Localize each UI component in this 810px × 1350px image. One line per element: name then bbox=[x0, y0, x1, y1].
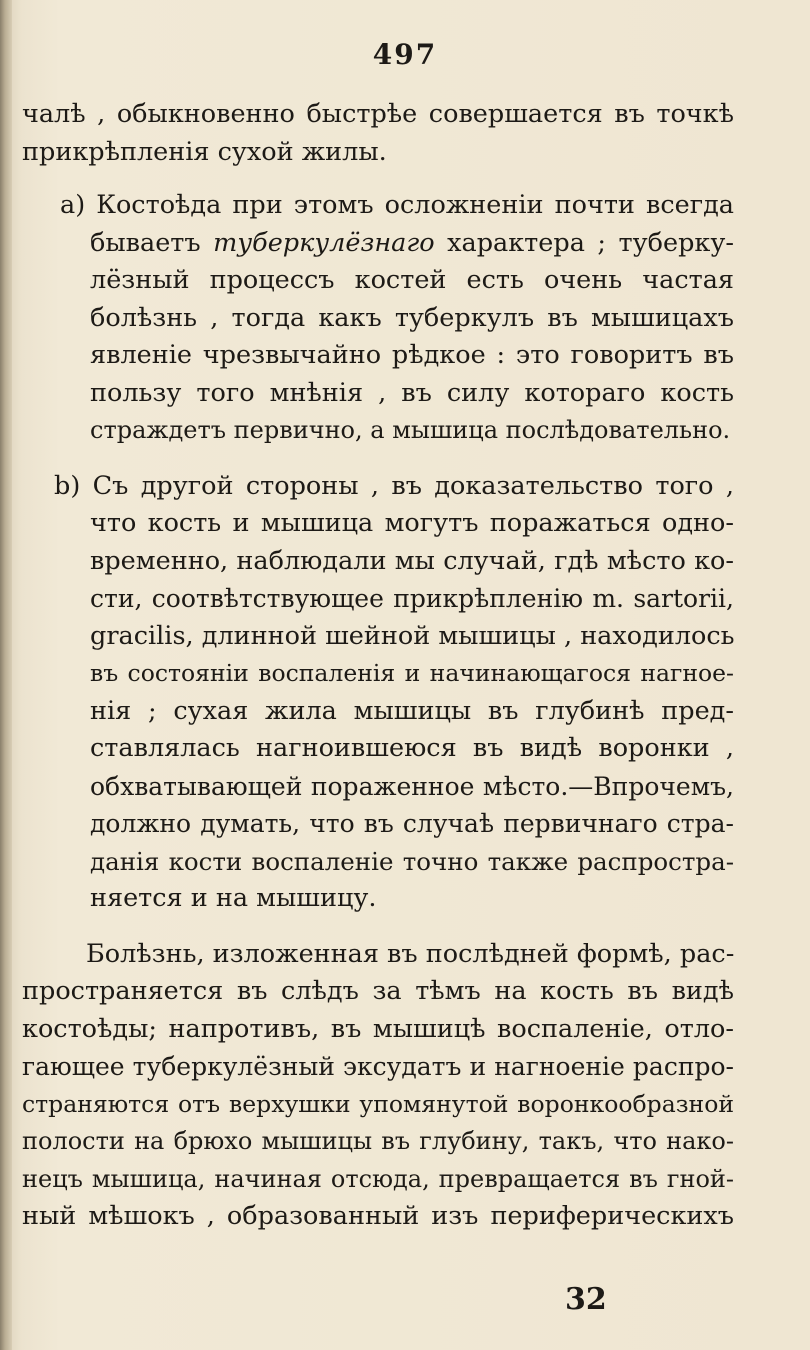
text-line: въ состояніи воспаленія и начинающагося нагное- bbox=[90, 659, 734, 687]
text-line: гающее туберкулёзный эксудатъ и нагноеніе распро- bbox=[22, 1052, 734, 1081]
text-line: ставлялась нагноившеюся въ видѣ воронки , bbox=[90, 733, 734, 763]
text-line: Болѣзнь, изложенная въ послѣдней формѣ, рас- bbox=[86, 938, 735, 969]
body-text bbox=[22, 96, 734, 1236]
text-line: пространяется въ слѣдъ за тѣмъ на кость въ видѣ bbox=[22, 976, 734, 1006]
text-line: полости на брюхо мышицы въ глубину, такъ, что нако- bbox=[22, 1127, 734, 1155]
text-line: обхватывающей пораженное мѣсто.—Впрочемъ, bbox=[90, 771, 734, 801]
text-line: няется и на мышицу. bbox=[90, 883, 377, 913]
item-b-paragraph bbox=[22, 468, 734, 918]
text-line: нія ; сухая жила мышицы въ глубинѣ пред- bbox=[90, 695, 734, 726]
text-line: временно, наблюдали мы случай, гдѣ мѣсто ко- bbox=[90, 545, 734, 576]
text-line: данія кости воспаленіе точно также распростра- bbox=[90, 846, 734, 876]
text-line: должно думать, что въ случаѣ первичнаго стра- bbox=[90, 809, 734, 838]
text-line: нецъ мышица, начиная отсюда, превращается въ гной- bbox=[22, 1164, 734, 1193]
text-line bbox=[22, 225, 734, 263]
text-line: страждетъ первично, а мышица послѣдовательно. bbox=[90, 416, 731, 444]
text-line: явленіе чрезвычайно рѣдкое : это говоритъ въ bbox=[90, 340, 734, 370]
final-paragraph bbox=[22, 936, 734, 1236]
text-line: лёзный процессъ костей есть очень частая bbox=[90, 265, 734, 295]
intro-paragraph bbox=[22, 96, 734, 171]
text-fragment: характера ; туберку- bbox=[434, 227, 734, 258]
page-spine-shadow bbox=[0, 0, 12, 1350]
text-line: что кость и мышица могутъ поражаться одно- bbox=[90, 508, 734, 538]
emphasized-term: туберкулёзнаго bbox=[213, 227, 435, 258]
text-line: страняются отъ верхушки упомянутой воронкообразной bbox=[22, 1089, 734, 1118]
text-line: a) Костоѣда при этомъ осложненіи почти всегда bbox=[60, 190, 734, 220]
text-line: болѣзнь , тогда какъ туберкулъ въ мышицахъ bbox=[90, 302, 734, 333]
text-line: ный мѣшокъ , образованный изъ периферическихъ bbox=[22, 1201, 734, 1231]
text-line: чалѣ , обыкновенно быстрѣе совершается въ точкѣ bbox=[22, 99, 734, 129]
text-line: сти, соотвѣтствующее прикрѣпленію m. sartorii, bbox=[90, 584, 734, 613]
text-line: пользу того мнѣнія , въ силу котораго кость bbox=[90, 377, 734, 408]
text-fragment: бываетъ bbox=[90, 227, 214, 258]
text-line: b) Съ другой стороны , въ доказательство того , bbox=[54, 470, 734, 501]
item-a-paragraph bbox=[22, 187, 734, 450]
page-number: 497 bbox=[372, 38, 438, 71]
text-line: прикрѣпленія сухой жилы. bbox=[22, 136, 387, 167]
text-line: gracilis, длинной шейной мышицы , находилось bbox=[90, 620, 735, 651]
signature-mark: 32 bbox=[565, 1282, 607, 1317]
text-line: костоѣды; напротивъ, въ мышицѣ воспаленіе, отло- bbox=[22, 1013, 734, 1044]
